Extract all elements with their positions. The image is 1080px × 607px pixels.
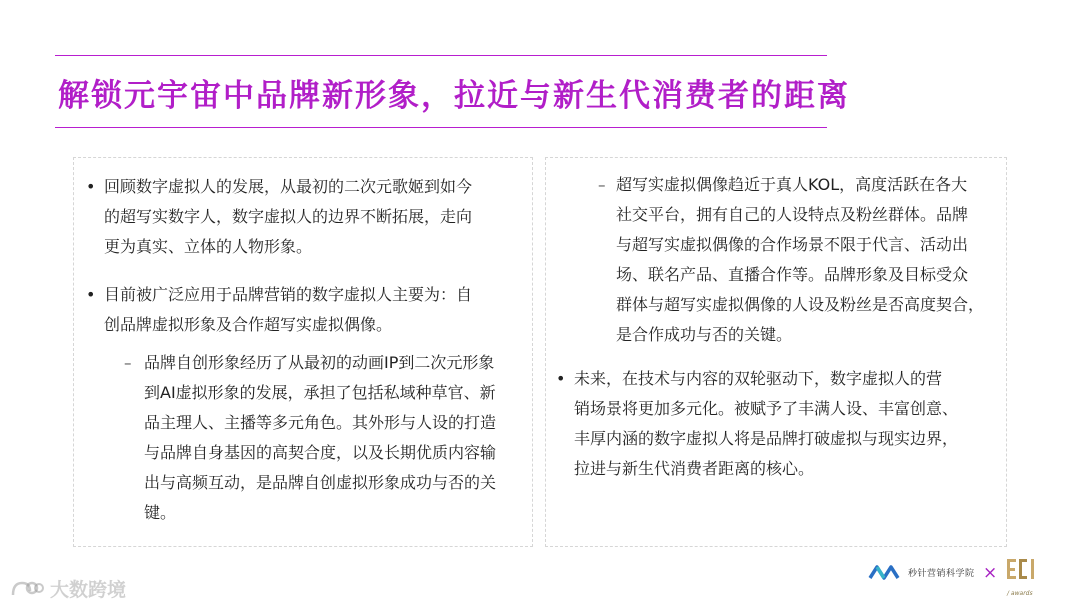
bullet-marker: • bbox=[86, 177, 96, 196]
sub-paragraph-brand-avatar bbox=[144, 348, 496, 528]
text-line: 未来，在技术与内容的双轮驱动下，数字虚拟人的营 bbox=[574, 369, 943, 388]
bullet-paragraph-current-use bbox=[104, 280, 472, 340]
text-line: 社交平台，拥有自己的人设特点及粉丝群体。品牌 bbox=[616, 205, 969, 224]
watermark-text: 大数跨境 bbox=[50, 579, 127, 601]
text-line: 销场景将更加多元化。被赋予了丰满人设、丰富创意、 bbox=[574, 399, 959, 418]
dash-marker: – bbox=[598, 176, 606, 194]
text-line: 的超写实数字人，数字虚拟人的边界不断拓展，走向 bbox=[104, 207, 473, 226]
logo-text: 秒针营销科学院 bbox=[908, 568, 975, 579]
text-line: 目前被广泛应用于品牌营销的数字虚拟人主要为：自 bbox=[104, 285, 473, 304]
watermark bbox=[10, 575, 126, 602]
title-bottom-rule bbox=[55, 127, 827, 128]
right-content-panel bbox=[545, 157, 1007, 547]
text-line: 丰厚内涵的数字虚拟人将是品牌打破虚拟与现实边界， bbox=[574, 429, 959, 448]
bullet-paragraph-history bbox=[104, 172, 472, 262]
text-line: 更为真实、立体的人物形象。 bbox=[104, 237, 313, 256]
text-line: 出与高频互动，是品牌自创虚拟形象成功与否的关 bbox=[144, 473, 497, 492]
dash-marker: – bbox=[124, 354, 132, 372]
eci-awards-subtext: / awards bbox=[1007, 590, 1033, 597]
text-line: 与品牌自身基因的高契合度，以及长期优质内容输 bbox=[144, 443, 497, 462]
text-line: 回顾数字虚拟人的发展，从最初的二次元歌姬到如今 bbox=[104, 177, 473, 196]
page-title: 解锁元宇宙中品牌新形象，拉近与新生代消费者的距离 bbox=[58, 78, 850, 114]
sub-paragraph-hyperreal-idol bbox=[616, 170, 984, 350]
miaozhen-logo bbox=[868, 563, 975, 581]
text-line: 品主理人、主播等多元角色。其外形与人设的打造 bbox=[144, 413, 497, 432]
text-line: 是合作成功与否的关键。 bbox=[616, 325, 793, 344]
left-content-panel bbox=[73, 157, 533, 547]
text-line: 超写实虚拟偶像趋近于真人KOL，高度活跃在各大 bbox=[616, 175, 968, 194]
text-line: 键。 bbox=[144, 503, 177, 522]
text-line: 品牌自创形象经历了从最初的动画IP到二次元形象 bbox=[144, 353, 495, 372]
title-top-rule bbox=[55, 55, 827, 56]
text-line: 与超写实虚拟偶像的合作场景不限于代言、活动出 bbox=[616, 235, 969, 254]
text-line: 拉进与新生代消费者距离的核心。 bbox=[574, 459, 815, 478]
text-line: 群体与超写实虚拟偶像的人设及粉丝是否高度契合， bbox=[616, 295, 985, 314]
bullet-marker: • bbox=[86, 285, 96, 304]
bullet-marker: • bbox=[556, 369, 566, 388]
times-symbol: × bbox=[983, 563, 998, 583]
bullet-paragraph-future bbox=[574, 364, 958, 484]
text-line: 创品牌虚拟形象及合作超写实虚拟偶像。 bbox=[104, 315, 393, 334]
miaozhen-mark-icon bbox=[868, 563, 902, 581]
text-line: 场、联名产品、直播合作等。品牌形象及目标受众 bbox=[616, 265, 969, 284]
text-line: 到AI虚拟形象的发展，承担了包括私域种草官、新 bbox=[144, 383, 496, 402]
eci-awards-logo-icon bbox=[1006, 557, 1040, 593]
watermark-logo-icon bbox=[10, 579, 44, 599]
